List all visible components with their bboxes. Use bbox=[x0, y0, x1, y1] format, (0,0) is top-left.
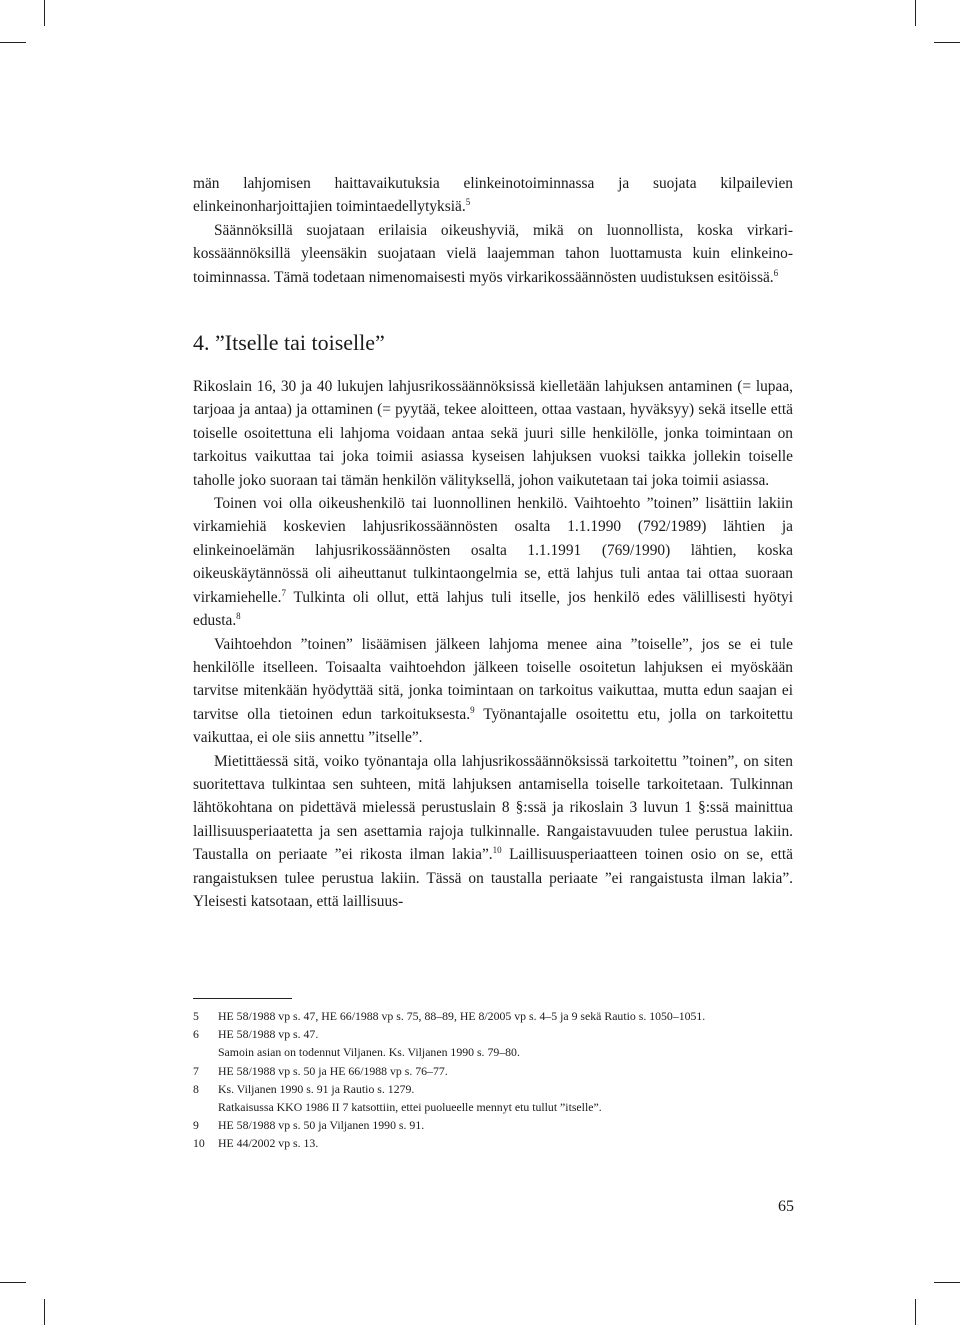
footnote-text: HE 58/1988 vp s. 47. bbox=[218, 1027, 319, 1042]
crop-mark bbox=[44, 0, 45, 26]
crop-mark bbox=[44, 1299, 45, 1325]
paragraph-text: Säännöksillä suojataan erilaisia oikeushyviä, mikä on luonnollista, koska virkarikossäännöksillä yleensäkin suojataan vielä laajemman tahon luottamusta kuin elinkeinotoiminnassa. Tämä todetaan nimenomaisesti myös virkarikossäännösten uudistuksen esitöissä. bbox=[193, 221, 793, 286]
paragraph bbox=[193, 633, 793, 750]
footnote bbox=[193, 1043, 793, 1061]
crop-mark bbox=[915, 1299, 916, 1325]
paragraph-text: Työnantajalle osoitettu etu, jolla on tarkoitettu vaikuttaa, ei ole siis annettu ”itselle”. bbox=[193, 705, 793, 747]
paragraph-text: Laillisuusperiaatteen toinen osio on se, että rangaistuksen tulee perustua lakiin. Tässä on taustalla periaate ”ei rangaistusta ilman lakia”. Yleisesti katsotaan, että laillisuus- bbox=[193, 846, 793, 910]
footnote bbox=[193, 1007, 793, 1025]
footnote-number: 6 bbox=[193, 1027, 199, 1042]
paragraph bbox=[193, 492, 793, 632]
footnotes bbox=[193, 1007, 793, 1153]
crop-mark bbox=[0, 1282, 26, 1283]
paragraph bbox=[193, 172, 793, 219]
paragraph-text: män lahjomisen haittavaikutuksia elinkeinotoiminnassa ja suojata kilpailevien elinkeinonharjoittajien toimintaedellytyksiä. bbox=[193, 175, 793, 216]
footnote-text: HE 58/1988 vp s. 50 ja Viljanen 1990 s. 91. bbox=[218, 1118, 425, 1133]
footnote-ref[interactable]: 9 bbox=[470, 704, 475, 715]
paragraph: Rikoslain 16, 30 ja 40 lukujen lahjusrikossäännöksissä kielletään lahjuksen antaminen (= lupaa, tarjoaa ja antaa) ja ottaminen (= pyytää, tekee aloitteen, ottaa vastaan, hyväksyy) sekä itselle että toiselle osoitettuna eli lahjoma voidaan antaa sekä juuri sille henkilölle, jonka toimintaan on tarkoitus vaikuttaa tai joka toimii asiassa kyseisen lahjuksen vuoksi taikka jollekin toiselle taholle joko suoraan tai tämän henkilön välityksellä, johon vaikutetaan tai joka toimii asiassa. bbox=[193, 378, 793, 489]
footnote bbox=[193, 1025, 793, 1043]
footnote-text: Ks. Viljanen 1990 s. 91 ja Rautio s. 1279. bbox=[218, 1081, 415, 1096]
paragraph-text: Tulkinta oli ollut, että lahjus tuli itselle, jos henkilö edes välillisesti hyötyi edusta. bbox=[193, 588, 793, 630]
footnote-text: Ratkaisussa KKO 1986 II 7 katsottiin, ettei puolueelle mennyt etu tullut ”itselle”. bbox=[218, 1100, 602, 1115]
footnote bbox=[193, 1116, 793, 1134]
footnote-number: 8 bbox=[193, 1081, 199, 1096]
footnote-ref[interactable]: 5 bbox=[465, 197, 471, 208]
crop-mark bbox=[934, 42, 960, 43]
paragraph bbox=[193, 219, 793, 289]
footnote bbox=[193, 1098, 793, 1116]
footnote-number: 9 bbox=[193, 1118, 199, 1133]
footnote-text: HE 58/1988 vp s. 47, HE 66/1988 vp s. 75, 88–89, HE 8/2005 vp s. 4–5 ja 9 sekä Rautio s. 1050–1051. bbox=[218, 1009, 706, 1023]
footnote-number: 7 bbox=[193, 1063, 199, 1078]
paragraph-text: Mietittäessä sitä, voiko työnantaja olla lahjusrikossäännöksissä tarkoitettu ”toinen”, on siten suoritettava tulkintaa sen suhteen, mitä lahjuksen antamisella toiselle tarkoitetaan. Tulkinnan lähtökohtana on pidettävä mielessä perustuslain 8 §:ssä ja rikoslain 3 luvun 1 §:ssä mainittua laillisuusperiaatetta ja sen asettamia rajoja tulkinnalle. Rangaistavuuden tulee perustua lakiin. Taustalla on periaate ”ei rikosta ilman lakia”. bbox=[193, 752, 793, 864]
page-body bbox=[193, 172, 793, 913]
footnote-text: HE 58/1988 vp s. 50 ja HE 66/1988 vp s. 76–77. bbox=[218, 1063, 448, 1078]
footnote bbox=[193, 1062, 793, 1080]
footnote-ref[interactable]: 6 bbox=[773, 267, 779, 278]
footnote-number bbox=[193, 1098, 218, 1116]
paragraph-text: Toinen voi olla oikeushenkilö tai luonnollinen henkilö. Vaihtoehto ”toinen” lisättiin lakiin virkamiehiä koskevien lahjusrikossäännösten osalta 1.1.1990 (792/1989) lähtien ja elinkeinoelämän lahjusrikossäännösten osalta 1.1.1991 (769/1990) lähtien, koska oikeuskäytännössä oli aiheuttanut tulkintaongelmia se, että lahjus tuli antaa tai ottaa suoraan virkamiehelle. bbox=[193, 495, 793, 606]
footnote-number: 5 bbox=[193, 1009, 199, 1023]
crop-mark bbox=[0, 42, 26, 43]
paragraph bbox=[193, 750, 793, 914]
footnote-ref[interactable]: 7 bbox=[281, 587, 286, 598]
footnote bbox=[193, 1134, 793, 1152]
section-heading: 4. ”Itselle tai toiselle” bbox=[193, 330, 385, 356]
footnote-divider bbox=[193, 998, 292, 999]
footnote-ref[interactable]: 10 bbox=[492, 845, 502, 856]
footnote bbox=[193, 1080, 793, 1098]
footnote-number bbox=[193, 1043, 218, 1061]
paragraph-text: Vaihtoehdon ”toinen” lisäämisen jälkeen lahjoma menee aina ”toiselle”, jos se ei tule henkilölle itselleen. Toisaalta vaihtoehdon jälkeen toiselle osoitetun lahjuksen ei myöskään tarvitse mitenkään hyödyttää sitä, jonka toimintaan on tarkoitus vaikuttaa, mutta edun saajan ei tarvitse olla tietoinen edun tarkoituksesta. bbox=[193, 635, 793, 723]
crop-mark bbox=[915, 0, 916, 26]
page-number: 65 bbox=[778, 1198, 794, 1215]
footnote-text: HE 44/2002 vp s. 13. bbox=[218, 1136, 319, 1151]
footnote-number: 10 bbox=[193, 1136, 205, 1151]
crop-mark bbox=[934, 1282, 960, 1283]
footnote-ref[interactable]: 8 bbox=[236, 611, 241, 622]
footnote-text: Samoin asian on todennut Viljanen. Ks. Viljanen 1990 s. 79–80. bbox=[218, 1045, 520, 1060]
